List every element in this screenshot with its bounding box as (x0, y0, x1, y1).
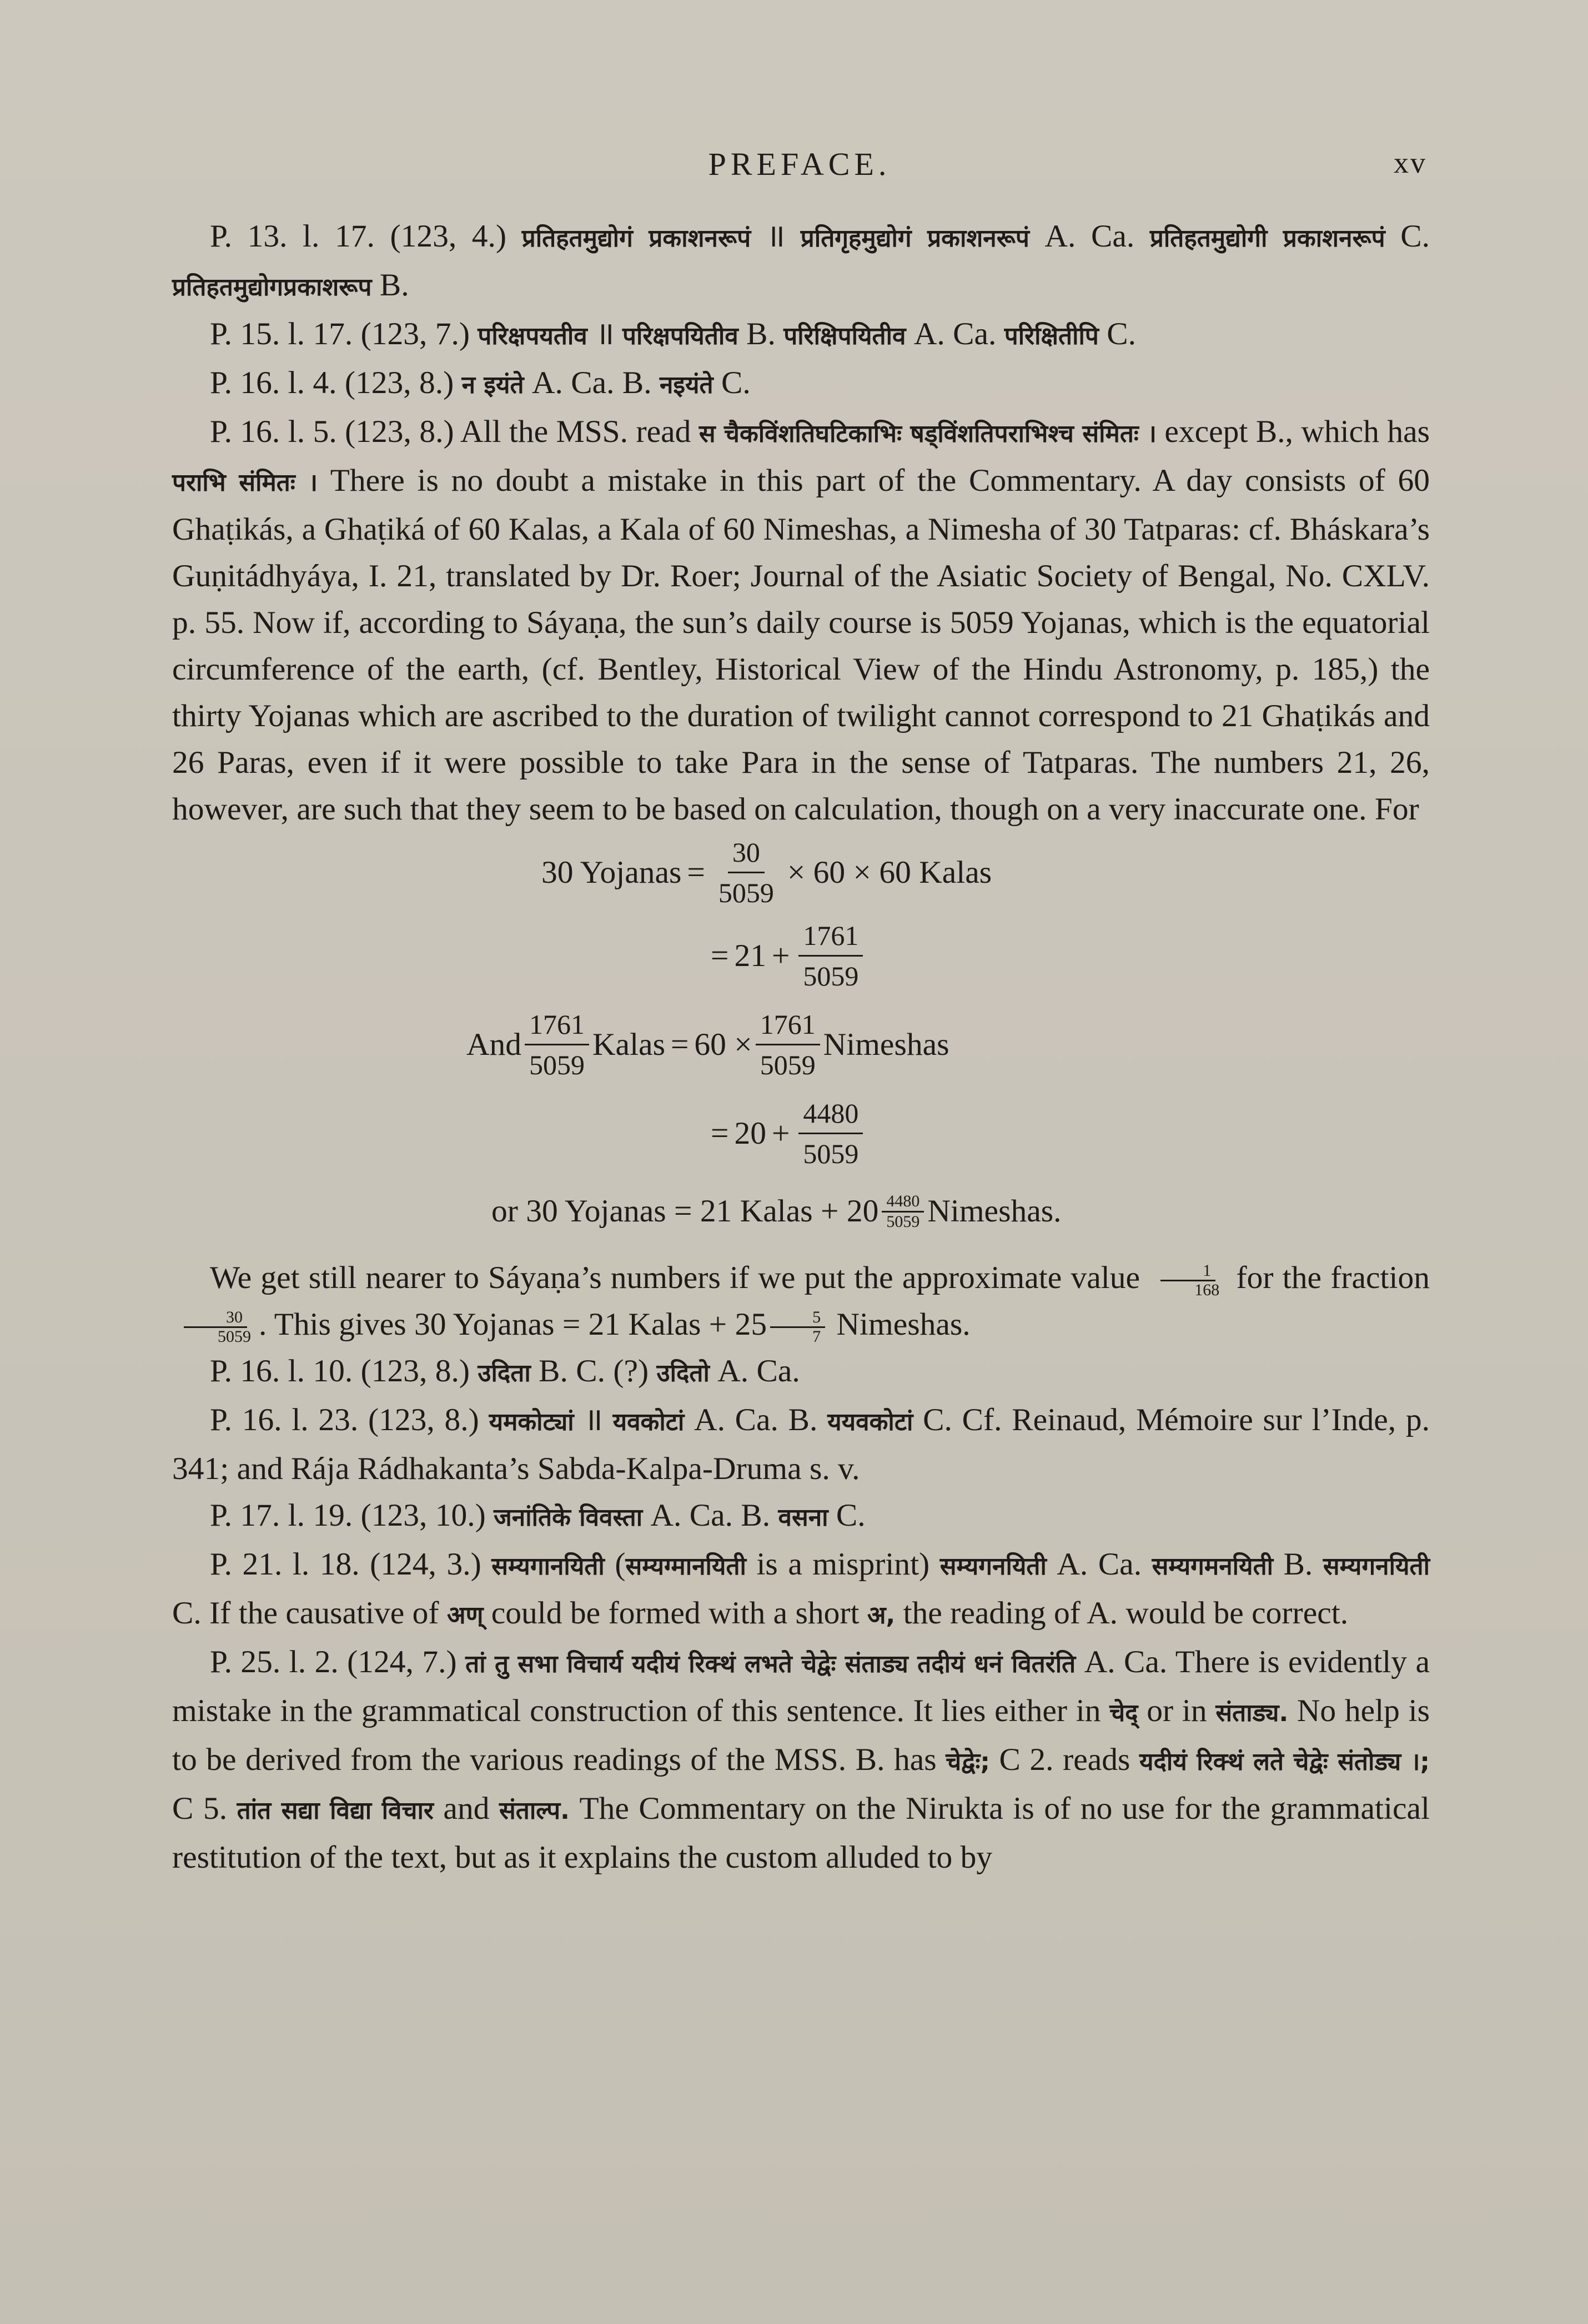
note-ref: P. 16. l. 4. (123, 8.) (210, 365, 454, 400)
devanagari-reading: परिक्षपयतीव (478, 322, 587, 350)
manuscript-sigla: A. Ca. (1046, 1547, 1152, 1582)
devanagari-reading: चेद्वेः; (946, 1748, 990, 1776)
eq-text: Nimeshas. (927, 1194, 1062, 1229)
calculation-block (172, 833, 1430, 1255)
devanagari-reading: तांत सद्या विद्या विचार (237, 1797, 434, 1825)
denominator: 5059 (529, 1049, 585, 1080)
running-title: PREFACE. (708, 146, 891, 182)
eq-text: or 30 Yojanas = 21 Kalas + 20 (491, 1194, 879, 1229)
fraction (798, 1094, 863, 1173)
note-text: A. Ca. There is evidently a mistake in the grammatical construction of this sentence. It lies either in (172, 1644, 1430, 1728)
note-ref: P. 25. l. 2. (124, 7.) (210, 1644, 457, 1679)
denominator: 5059 (803, 1138, 859, 1169)
denominator: 5059 (886, 1212, 920, 1231)
note-ref: P. 21. l. 18. (124, 3.) (210, 1547, 481, 1582)
page-number: xv (1394, 146, 1427, 179)
devanagari-reading: पराभि संमितः । (172, 469, 318, 497)
equation-line-4 (705, 1094, 866, 1173)
fraction (882, 1192, 924, 1231)
note-p25 (172, 1639, 1430, 1881)
devanagari-reading: न इयंते (461, 371, 524, 399)
note-text: ( (604, 1547, 626, 1582)
note-ref: P. 16. l. 23. (123, 8.) (210, 1402, 479, 1437)
note-p21 (172, 1541, 1430, 1639)
note-ref: P. 16. l. 5. (123, 8.) (210, 414, 454, 449)
devanagari-reading: सम्यगनयिती (939, 1552, 1047, 1581)
eq-plus: + (771, 1115, 790, 1151)
devanagari-reading: स चैकविंशतिघटिकाभिः षड्विंशतिपराभिश्च संमितः । (698, 420, 1157, 448)
manuscript-sigla: B. (1273, 1547, 1323, 1582)
numerator: 30 (184, 1309, 247, 1328)
note-p16-l5 (172, 409, 1430, 833)
devanagari-reading: ययवकोटां (827, 1408, 913, 1436)
separator: ॥ (587, 316, 622, 351)
devanagari-reading: तां तु सभा विचार्य यदीयं रिक्थं लभते चेद्वेः संताड्य तदीयं धनं वितरंति (465, 1650, 1076, 1678)
devanagari-reading: परिक्षिपयितीव (783, 322, 906, 350)
eq-integer: 21 (734, 938, 766, 973)
note-text: There is no doubt a mistake in this part of the Commentary. A day consists of 60 Ghaṭikás, a Ghaṭiká of 60 Kalas, a Kala of 60 Nimeshas, a Nimesha of 30 Tatparas: cf. Bháskara’s Guṇitádhyáya, I. 21, translated by Dr. Roer; Journal of the Asiatic Society of Bengal, No. CXLV. p. 55. Now if, according to Sáyaṇa, the sun’s daily course is 5059 Yojanas, which is the equatorial circumference of the earth, (cf. Bentley, Historical View of the Hindu Astronomy, p. 185,) the thirty Yojanas which are ascribed to the duration of twilight cannot correspond to 21 Ghaṭikás and 26 Paras, even if it were possible to take Para in the sense of Tatparas. The numbers 21, 26, however, are such that they seem to be based on calculation, though on a very inaccurate one. For (172, 463, 1430, 827)
note-text: C 2. reads (989, 1742, 1139, 1777)
fraction (756, 1005, 820, 1084)
devanagari-reading: परिक्षपयितीव (622, 322, 738, 350)
manuscript-sigla: A. Ca. (1029, 219, 1150, 254)
note-p16-l4 (172, 360, 1430, 409)
eq-lhs: 30 Yojanas (541, 854, 682, 890)
separator: ॥ (574, 1402, 613, 1437)
devanagari-reading: यमकोट्यां (489, 1408, 574, 1436)
denominator: 5059 (218, 1327, 251, 1346)
note-text: could be formed with a short (483, 1596, 867, 1631)
note-p15 (172, 311, 1430, 360)
numerator: 4480 (882, 1192, 924, 1213)
note-text: is a misprint) (746, 1547, 940, 1582)
manuscript-sigla: B. (738, 316, 784, 351)
manuscript-sigla: C. (1098, 316, 1137, 351)
numerator: 1761 (525, 1005, 589, 1045)
note-text: C 5. (172, 1791, 237, 1826)
devanagari-reading: संताल्प. (499, 1797, 570, 1825)
note-text: We get still nearer to Sáyaṇa’s numbers if we put the approximate value (210, 1260, 1149, 1295)
numerator: 1761 (798, 916, 863, 957)
note-text: C. Cf. Reinaud, Mémoire sur l’Inde, p. 341; and Rája Rádhakanta’s Sabda-Kalpa-Druma s. v. (172, 1402, 1430, 1486)
note-text: All the MSS. read (454, 414, 699, 449)
devanagari-reading: प्रतिहतमुद्योगी प्रकाशनरूपं (1149, 224, 1385, 253)
note-text: Nimeshas. (828, 1307, 971, 1342)
eq-integer: 20 (734, 1115, 766, 1151)
eq-equals: = (670, 1027, 689, 1062)
equation-line-3 (466, 1005, 949, 1084)
devanagari-reading: परिक्षितीपि (1004, 322, 1099, 350)
devanagari-reading: प्रतिहतमुद्योगप्रकाशरूप (172, 273, 372, 301)
note-text: except B., which has (1156, 414, 1430, 449)
note-text: . This gives 30 Yojanas = 21 Kalas + 25 (259, 1307, 767, 1342)
devanagari-reading: अण् (446, 1601, 484, 1629)
devanagari-reading: संताड्य. (1215, 1699, 1289, 1727)
note-ref: P. 17. l. 19. (123, 10.) (210, 1498, 486, 1533)
devanagari-reading: उदिता (478, 1359, 531, 1387)
eq-rhs: × 60 × 60 Kalas (787, 854, 992, 890)
manuscript-sigla: B. (371, 268, 409, 303)
manuscript-sigla: A. Ca. B. (684, 1402, 828, 1437)
devanagari-reading: सम्यगानयिती (491, 1552, 605, 1581)
devanagari-reading: चेद् (1109, 1699, 1138, 1727)
fraction (175, 1309, 255, 1346)
note-text: The Commentary on the Nirukta is of no use for the grammatical restitution of the text, but as it explains the custom alluded to by (172, 1791, 1430, 1875)
eq-equals: = (711, 938, 729, 973)
note-p17 (172, 1492, 1430, 1541)
devanagari-reading: उदितो (656, 1359, 710, 1387)
note-text: the reading of A. would be correct. (895, 1596, 1349, 1631)
numerator: 5 (770, 1309, 825, 1328)
note-ref: P. 13. l. 17. (123, 4.) (210, 219, 507, 254)
note-p16-l10 (172, 1348, 1430, 1397)
numerator: 30 (728, 833, 765, 873)
denominator: 5059 (760, 1049, 816, 1080)
note-p16-l23 (172, 1397, 1430, 1492)
note-text: or in (1138, 1693, 1216, 1728)
eq-equals: = (711, 1115, 729, 1151)
note-text: No help is to be derived from the various readings of the MSS. B. has (172, 1693, 1430, 1777)
denominator: 5059 (718, 877, 774, 908)
manuscript-sigla: A. Ca. B. (642, 1498, 778, 1533)
manuscript-sigla: A. Ca. B. (524, 365, 660, 400)
denominator: 5059 (803, 960, 859, 992)
body-text (172, 213, 1430, 1881)
devanagari-reading: नइयंते (659, 371, 713, 399)
devanagari-reading: यदीयं रिक्थं लते चेद्वेः संतोड्य ।; (1139, 1748, 1430, 1776)
eq-equals: = (687, 854, 705, 890)
manuscript-sigla: C. (828, 1498, 866, 1533)
equation-line-1 (541, 833, 997, 912)
numerator: 1761 (756, 1005, 820, 1045)
manuscript-sigla: A. Ca. (709, 1354, 800, 1389)
devanagari-reading: सम्यगनयिती (1323, 1552, 1430, 1581)
fraction (798, 916, 863, 995)
devanagari-reading: वसना (778, 1503, 828, 1532)
note-ref: P. 15. l. 17. (123, 7.) (210, 316, 470, 351)
devanagari-reading: सम्यगमनयिती (1152, 1552, 1274, 1581)
eq-nimeshas: Nimeshas (823, 1027, 949, 1062)
equation-line-2 (705, 916, 866, 995)
equation-line-5 (491, 1188, 1061, 1235)
denominator: 7 (812, 1327, 821, 1346)
eq-kalas: Kalas (592, 1027, 665, 1062)
eq-and: And (466, 1027, 522, 1062)
eq-plus: + (771, 938, 790, 973)
manuscript-sigla: C. (1385, 219, 1430, 254)
note-ref: P. 16. l. 10. (123, 8.) (210, 1354, 470, 1389)
manuscript-sigla: A. Ca. (906, 316, 1004, 351)
numerator: 1 (1160, 1262, 1215, 1281)
note-text: C. If the causative of (172, 1596, 447, 1631)
manuscript-sigla: B. C. (?) (530, 1354, 657, 1389)
devanagari-reading: जनांतिके विवस्ता (494, 1503, 643, 1532)
denominator: 168 (1194, 1281, 1220, 1300)
note-approximation (172, 1255, 1430, 1348)
note-text: for the fraction (1227, 1260, 1430, 1295)
fraction (525, 1005, 589, 1084)
numerator: 4480 (798, 1094, 863, 1134)
page-header (172, 145, 1427, 190)
fraction (714, 833, 778, 912)
fraction (1152, 1262, 1224, 1299)
fraction (770, 1309, 825, 1346)
manuscript-sigla: C. (713, 365, 751, 400)
eq-multiplier: 60 × (694, 1027, 752, 1062)
devanagari-reading: सम्यग्मानयिती (625, 1552, 746, 1581)
note-p13 (172, 213, 1430, 311)
devanagari-reading: प्रतिहतमुद्योगं प्रकाशनरूपं (521, 224, 751, 253)
devanagari-reading: प्रतिगृहमुद्योगं प्रकाशनरूपं (800, 224, 1029, 253)
separator: ॥ (751, 219, 801, 254)
note-text: and (433, 1791, 500, 1826)
devanagari-reading: अ, (867, 1601, 896, 1629)
devanagari-reading: यवकोटां (612, 1408, 685, 1436)
